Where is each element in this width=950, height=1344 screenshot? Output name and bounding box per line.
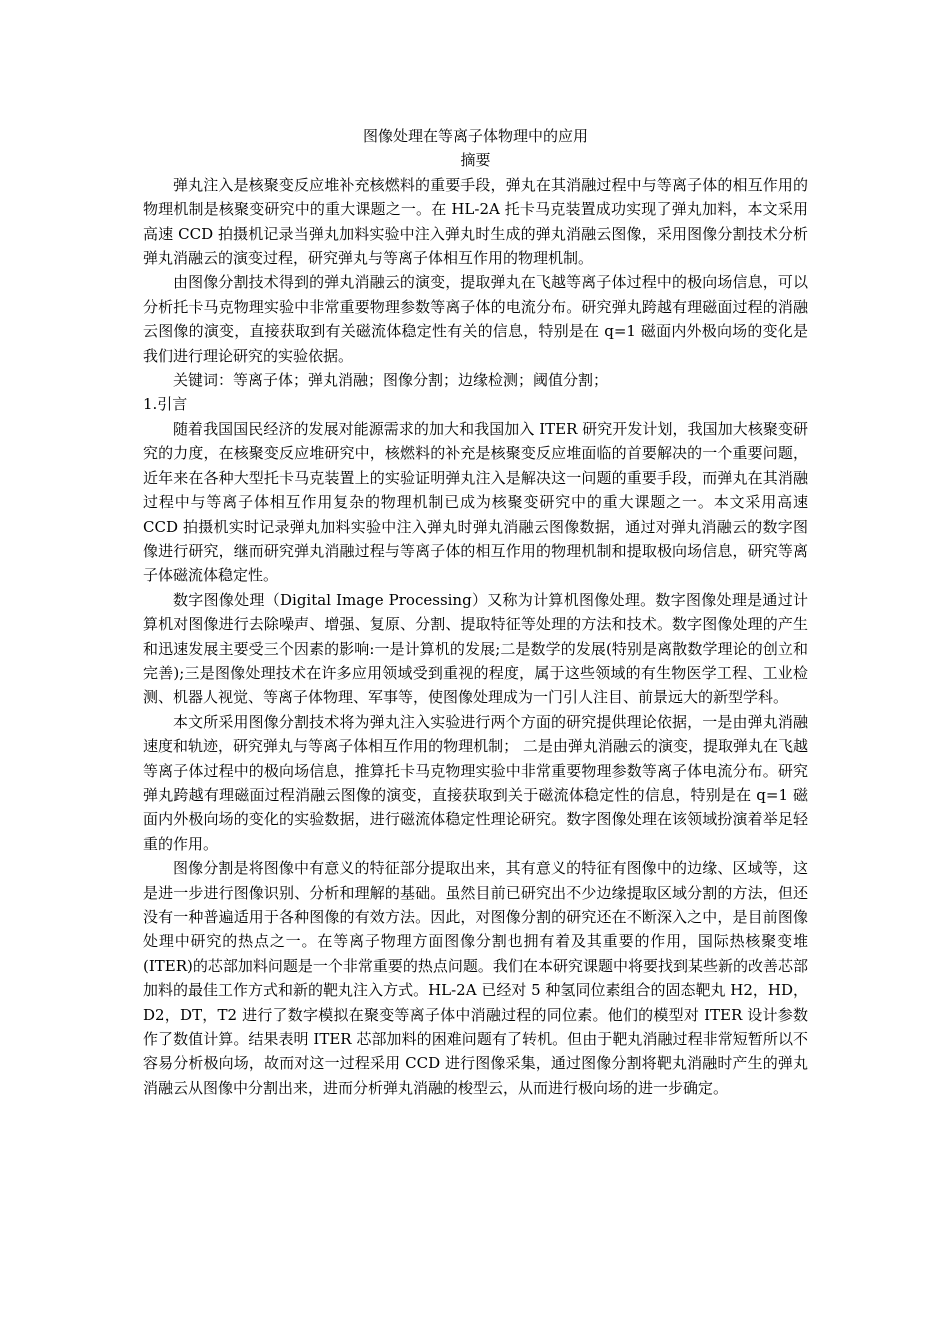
section-heading: 1.引言 bbox=[143, 395, 188, 414]
abstract-paragraph: 弹丸注入是核聚变反应堆补充核燃料的重要手段，弹丸在其消融过程中与等离子体的相互作用的物理机制是核聚变研究中的重大课题之一。在 HL-2A 托卡马克装置成功实现了弹丸加料，本文采用高速 CCD 拍摄机记录当弹丸加料实验中注入弹丸时生成的弹丸消融云图像，采用图像分割技术分析弹丸消融云的演变过程，研究弹丸与等离子体相互作用的物理机制。 bbox=[143, 175, 808, 268]
body-paragraph: 随着我国国民经济的发展对能源需求的加大和我国加入 ITER 研究开发计划，我国加大核聚变研究的力度，在核聚变反应堆研究中，核燃料的补充是核聚变反应堆面临的首要解决的一个重要问题，近年来在各种大型托卡马克装置上的实验证明弹丸注入是解决这一问题的重要手段，而弹丸在其消融过程中与等离子体相互作用复杂的物理机制已成为核聚变研究中的重大课题之一。本文采用高速 CCD 拍摄机实时记录弹丸加料实验中注入弹丸时弹丸消融云图像数据，通过对弹丸消融云的数字图像进行研究，继而研究弹丸消融过程与等离子体的相互作用的物理机制和提取极向场信息，研究等离子体磁流体稳定性。 bbox=[143, 419, 808, 585]
abstract-paragraph: 由图像分割技术得到的弹丸消融云的演变，提取弹丸在飞越等离子体过程中的极向场信息，可以分析托卡马克物理实验中非常重要物理参数等离子体的电流分布。研究弹丸跨越有理磁面过程的消融云图像的演变，直接获取到有关磁流体稳定性有关的信息，特别是在 q=1 磁面内外极向场的变化是我们进行理论研究的实验依据。 bbox=[143, 273, 808, 365]
body-paragraph: 图像分割是将图像中有意义的特征部分提取出来，其有意义的特征有图像中的边缘、区域等，这是进一步进行图像识别、分析和理解的基础。虽然目前已研究出不少边缘提取区域分割的方法，但还没有一种普遍适用于各种图像的有效方法。因此，对图像分割的研究还在不断深入之中，是目前图像处理中研究的热点之一。在等离子物理方面图像分割也拥有着及其重要的作用，国际热核聚变堆(ITER)的芯部加料问题是一个非常重要的热点问题。我们在本研究课题中将要找到某些新的改善芯部加料的最佳工作方式和新的靶丸注入方式。HL-2A 已经对 5 种氢同位素组合的固态靶丸 H2，HD，D2，DT，T2 进行了数字模拟在聚变等离子体中消融过程的同位素。他们的模型对 ITER 设计参数作了数值计算。结果表明 ITER 芯部加料的困难问题有了转机。但由于靶丸消融过程非常短暂所以不容易分析极向场，故而对这一过程采用 CCD 进行图像采集，通过图像分割将靶丸消融时产生的弹丸消融云从图像中分割出来，进而分析弹丸消融的梭型云，从而进行极向场的进一步确定。 bbox=[143, 859, 808, 1097]
document-title: 图像处理在等离子体物理中的应用 bbox=[362, 127, 588, 145]
body-paragraph: 本文所采用图像分割技术将为弹丸注入实验进行两个方面的研究提供理论依据，一是由弹丸消融速度和轨迹，研究弹丸与等离子体相互作用的物理机制； 二是由弹丸消融云的演变，提取弹丸在飞越等离子体过程中的极向场信息，推算托卡马克物理实验中非常重要物理参数等离子体电流分布。研究弹丸跨越有理磁面过程消融云图像的演变，直接获取到关于磁流体稳定性的信息，特别是在 q=1 磁面内外极向场的变化的实验数据，进行磁流体稳定性理论研究。数字图像处理在该领域扮演着举足轻重的作用。 bbox=[143, 712, 808, 853]
keywords: 关键词：等离子体；弹丸消融；图像分割；边缘检测；阈值分割； bbox=[173, 371, 609, 390]
document-page bbox=[143, 124, 808, 1100]
body-paragraph: 数字图像处理（Digital Image Processing）又称为计算机图像处理。数字图像处理是通过计算机对图像进行去除噪声、增强、复原、分割、提取特征等处理的方法和技术。数字图像处理的产生和迅速发展主要受三个因素的影响:一是计算机的发展;二是数学的发展(特别是离散数学理论的创立和完善);三是图像处理技术在许多应用领域受到重视的程度，属于这些领域的有生物医学工程、工业检测、机器人视觉、等离子体物理、军事等，使图像处理成为一门引人注目、前景远大的新型学科。 bbox=[143, 590, 808, 707]
abstract-heading: 摘要 bbox=[460, 151, 491, 170]
